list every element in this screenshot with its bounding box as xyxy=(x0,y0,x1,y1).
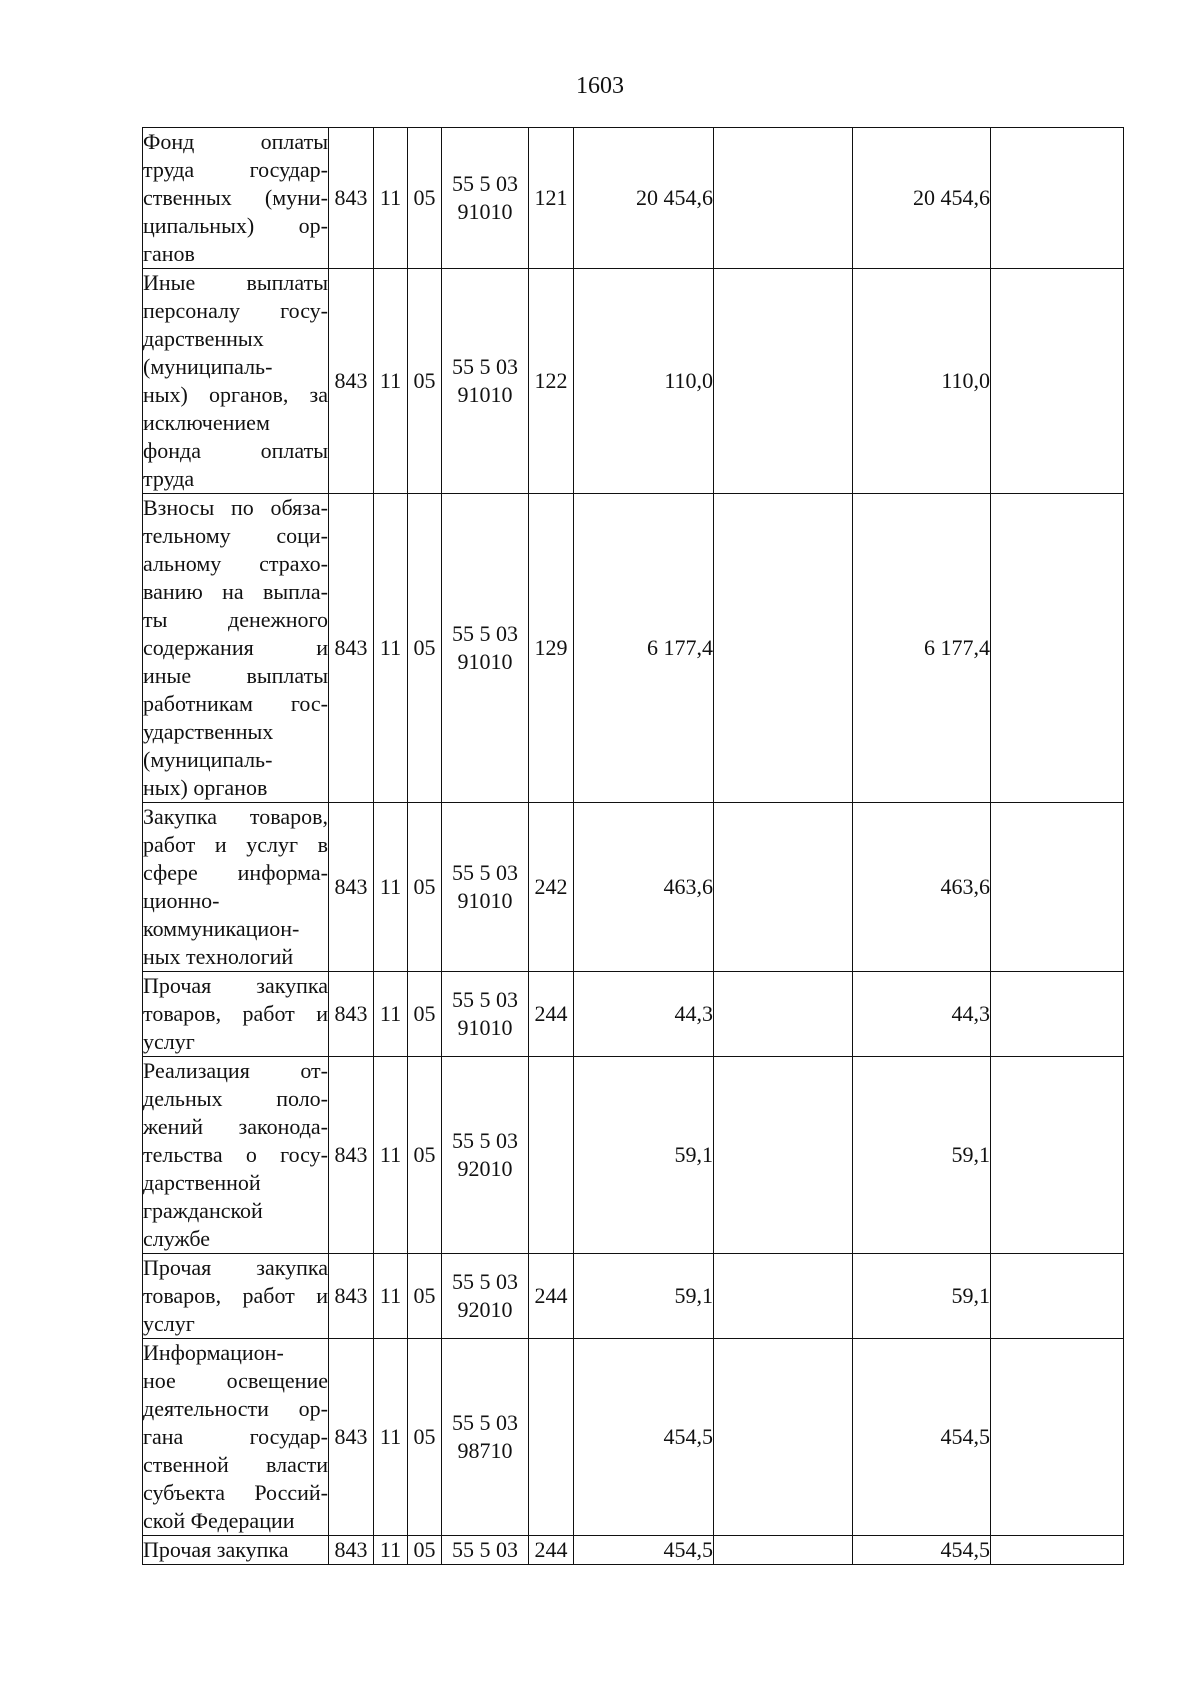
subsection-code-cell: 05 xyxy=(408,1057,442,1254)
table-row xyxy=(143,494,1124,803)
table-row xyxy=(143,1339,1124,1536)
empty-amount-cell xyxy=(991,1057,1124,1254)
target-article-cell xyxy=(442,494,529,803)
table-row xyxy=(143,972,1124,1057)
target-article-line-1: 55 5 03 xyxy=(452,1128,518,1153)
empty-amount-cell xyxy=(991,1536,1124,1565)
row-name-line: фонда оплаты xyxy=(143,438,328,463)
expense-type-cell: 244 xyxy=(529,1254,574,1339)
expense-type-cell: 244 xyxy=(529,1536,574,1565)
row-name-line: (муниципаль- xyxy=(143,747,273,772)
row-name-line: ударственных xyxy=(143,719,274,744)
row-name-cell xyxy=(143,494,329,803)
total-amount-cell: 59,1 xyxy=(574,1057,714,1254)
section-code-cell: 11 xyxy=(374,972,408,1057)
target-article-cell xyxy=(442,1536,529,1565)
row-name-line: жений законода- xyxy=(143,1114,328,1139)
row-name-line: ственных (муни- xyxy=(143,185,328,210)
row-name-line: Иные выплаты xyxy=(143,270,328,295)
empty-amount-cell xyxy=(991,1254,1124,1339)
row-name-line: ное освещение xyxy=(143,1368,328,1393)
target-article-line-1: 55 5 03 xyxy=(452,1410,518,1435)
amount-cell: 59,1 xyxy=(853,1254,991,1339)
target-article-line-1: 55 5 03 xyxy=(452,354,518,379)
row-name-line: ципальных) ор- xyxy=(143,213,328,238)
subsection-code-cell: 05 xyxy=(408,269,442,494)
row-name-line: труда государ- xyxy=(143,157,328,182)
expense-type-cell xyxy=(529,1057,574,1254)
target-article-cell xyxy=(442,128,529,269)
amount-cell: 59,1 xyxy=(853,1057,991,1254)
row-name-line: Прочая закупка xyxy=(143,1255,328,1280)
row-name-cell xyxy=(143,1339,329,1536)
target-article-line-1: 55 5 03 xyxy=(452,1269,518,1294)
row-name-line: Прочая закупка xyxy=(143,1537,289,1562)
row-name-line: тельства о госу- xyxy=(143,1142,328,1167)
row-name-line: ных) органов xyxy=(143,775,268,800)
row-name-line: тельному соци- xyxy=(143,523,328,548)
row-name-line: деятельности ор- xyxy=(143,1396,328,1421)
row-name-line: ных) органов, за xyxy=(143,382,328,407)
row-name-line: Реализация от- xyxy=(143,1058,328,1083)
total-amount-cell: 44,3 xyxy=(574,972,714,1057)
target-article-line-1: 55 5 03 xyxy=(452,987,518,1012)
target-article-line-1: 55 5 03 xyxy=(452,860,518,885)
empty-amount-cell xyxy=(714,803,853,972)
subsection-code-cell: 05 xyxy=(408,972,442,1057)
table-row xyxy=(143,1254,1124,1339)
target-article-cell xyxy=(442,269,529,494)
row-name-line: Взносы по обяза- xyxy=(143,495,328,520)
table-row xyxy=(143,269,1124,494)
expense-type-cell: 121 xyxy=(529,128,574,269)
target-article-line-2: 91010 xyxy=(457,382,513,407)
target-article-cell xyxy=(442,972,529,1057)
amount-cell: 454,5 xyxy=(853,1339,991,1536)
section-code-cell: 11 xyxy=(374,803,408,972)
empty-amount-cell xyxy=(714,494,853,803)
subsection-code-cell: 05 xyxy=(408,1339,442,1536)
row-name-line: работ и услуг в xyxy=(143,832,328,857)
row-name-cell xyxy=(143,1254,329,1339)
empty-amount-cell xyxy=(714,128,853,269)
row-name-line: дельных поло- xyxy=(143,1086,328,1111)
empty-amount-cell xyxy=(991,972,1124,1057)
target-article-cell xyxy=(442,803,529,972)
target-article-line-1: 55 5 03 xyxy=(452,171,518,196)
row-name-line: товаров, работ и xyxy=(143,1001,328,1026)
target-article-line-2: 91010 xyxy=(457,649,513,674)
amount-cell: 6 177,4 xyxy=(853,494,991,803)
empty-amount-cell xyxy=(991,128,1124,269)
empty-amount-cell xyxy=(714,972,853,1057)
row-name-cell xyxy=(143,972,329,1057)
row-name-line: Закупка товаров, xyxy=(143,804,328,829)
target-article-line-2: 92010 xyxy=(457,1297,513,1322)
row-name-cell xyxy=(143,803,329,972)
section-code-cell: 11 xyxy=(374,494,408,803)
empty-amount-cell xyxy=(991,803,1124,972)
target-article-line-2: 91010 xyxy=(457,199,513,224)
budget-table xyxy=(142,127,1124,1565)
ved-code-cell: 843 xyxy=(329,803,374,972)
ved-code-cell: 843 xyxy=(329,128,374,269)
row-name-line: ской Федерации xyxy=(143,1508,295,1533)
row-name-line: услуг xyxy=(143,1311,195,1336)
total-amount-cell: 454,5 xyxy=(574,1339,714,1536)
expense-type-cell: 129 xyxy=(529,494,574,803)
row-name-line: ционно- xyxy=(143,888,220,913)
empty-amount-cell xyxy=(714,1254,853,1339)
section-code-cell: 11 xyxy=(374,128,408,269)
row-name-line: ных технологий xyxy=(143,944,294,969)
ved-code-cell: 843 xyxy=(329,494,374,803)
row-name-line: дарственных xyxy=(143,326,264,351)
target-article-line-2: 98710 xyxy=(457,1438,513,1463)
empty-amount-cell xyxy=(714,1536,853,1565)
total-amount-cell: 20 454,6 xyxy=(574,128,714,269)
row-name-line: (муниципаль- xyxy=(143,354,273,379)
row-name-line: услуг xyxy=(143,1029,195,1054)
empty-amount-cell xyxy=(991,269,1124,494)
page-number: 1603 xyxy=(576,73,624,99)
row-name-line: труда xyxy=(143,466,195,491)
ved-code-cell: 843 xyxy=(329,1339,374,1536)
row-name-line: службе xyxy=(143,1226,211,1251)
row-name-line: ты денежного xyxy=(143,607,328,632)
table-row xyxy=(143,1536,1124,1565)
total-amount-cell: 59,1 xyxy=(574,1254,714,1339)
ved-code-cell: 843 xyxy=(329,1254,374,1339)
subsection-code-cell: 05 xyxy=(408,1536,442,1565)
row-name-cell xyxy=(143,1057,329,1254)
empty-amount-cell xyxy=(714,269,853,494)
row-name-line: иные выплаты xyxy=(143,663,328,688)
expense-type-cell xyxy=(529,1339,574,1536)
total-amount-cell: 454,5 xyxy=(574,1536,714,1565)
total-amount-cell: 6 177,4 xyxy=(574,494,714,803)
target-article-line-1: 55 5 03 xyxy=(452,621,518,646)
expense-type-cell: 242 xyxy=(529,803,574,972)
target-article-cell xyxy=(442,1339,529,1536)
amount-cell: 44,3 xyxy=(853,972,991,1057)
subsection-code-cell: 05 xyxy=(408,494,442,803)
table-row xyxy=(143,803,1124,972)
row-name-cell xyxy=(143,269,329,494)
subsection-code-cell: 05 xyxy=(408,803,442,972)
amount-cell: 463,6 xyxy=(853,803,991,972)
row-name-line: товаров, работ и xyxy=(143,1283,328,1308)
total-amount-cell: 463,6 xyxy=(574,803,714,972)
target-article-line-2: 92010 xyxy=(457,1156,513,1181)
empty-amount-cell xyxy=(991,1339,1124,1536)
section-code-cell: 11 xyxy=(374,1254,408,1339)
row-name-line: содержания и xyxy=(143,635,328,660)
row-name-line: гана государ- xyxy=(143,1424,328,1449)
total-amount-cell: 110,0 xyxy=(574,269,714,494)
target-article-line-2: 91010 xyxy=(457,1015,513,1040)
target-article-line-1: 55 5 03 xyxy=(452,1537,518,1562)
row-name-line: Фонд оплаты xyxy=(143,129,328,154)
amount-cell: 454,5 xyxy=(853,1536,991,1565)
table-row xyxy=(143,128,1124,269)
row-name-line: сфере информа- xyxy=(143,860,328,885)
ved-code-cell: 843 xyxy=(329,269,374,494)
table-row xyxy=(143,1057,1124,1254)
section-code-cell: 11 xyxy=(374,269,408,494)
row-name-line: альному страхо- xyxy=(143,551,328,576)
expense-type-cell: 122 xyxy=(529,269,574,494)
target-article-line-2: 91010 xyxy=(457,888,513,913)
row-name-line: персоналу госу- xyxy=(143,298,328,323)
ved-code-cell: 843 xyxy=(329,1057,374,1254)
empty-amount-cell xyxy=(714,1339,853,1536)
target-article-cell xyxy=(442,1254,529,1339)
ved-code-cell: 843 xyxy=(329,1536,374,1565)
empty-amount-cell xyxy=(714,1057,853,1254)
row-name-cell xyxy=(143,1536,329,1565)
subsection-code-cell: 05 xyxy=(408,1254,442,1339)
section-code-cell: 11 xyxy=(374,1536,408,1565)
target-article-cell xyxy=(442,1057,529,1254)
section-code-cell: 11 xyxy=(374,1057,408,1254)
row-name-line: коммуникацион- xyxy=(143,916,300,941)
expense-type-cell: 244 xyxy=(529,972,574,1057)
row-name-line: ственной власти xyxy=(143,1452,328,1477)
row-name-line: ванию на выпла- xyxy=(143,579,328,604)
row-name-line: Прочая закупка xyxy=(143,973,328,998)
row-name-line: исключением xyxy=(143,410,270,435)
row-name-cell xyxy=(143,128,329,269)
section-code-cell: 11 xyxy=(374,1339,408,1536)
row-name-line: работникам гос- xyxy=(143,691,328,716)
row-name-line: гражданской xyxy=(143,1198,263,1223)
row-name-line: дарственной xyxy=(143,1170,261,1195)
row-name-line: Информацион- xyxy=(143,1340,284,1365)
empty-amount-cell xyxy=(991,494,1124,803)
row-name-line: ганов xyxy=(143,241,195,266)
amount-cell: 20 454,6 xyxy=(853,128,991,269)
row-name-line: субъекта Россий- xyxy=(143,1480,328,1505)
subsection-code-cell: 05 xyxy=(408,128,442,269)
ved-code-cell: 843 xyxy=(329,972,374,1057)
amount-cell: 110,0 xyxy=(853,269,991,494)
